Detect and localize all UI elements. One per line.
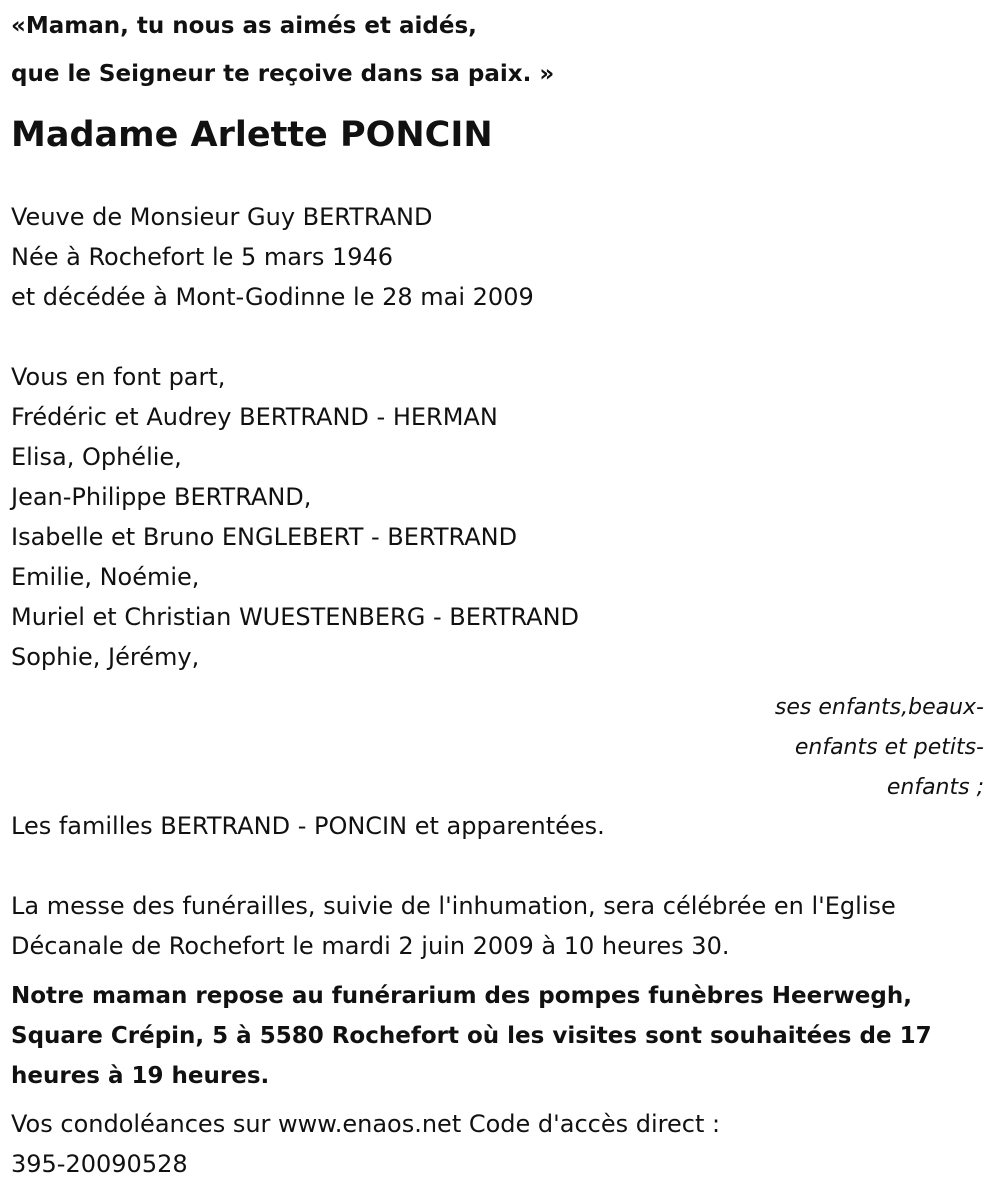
deceased-details bbox=[11, 197, 992, 317]
visit-line-3: heures à 19 heures. bbox=[11, 1063, 270, 1089]
deceased-name: Madame Arlette PONCIN bbox=[11, 115, 493, 155]
epitaph-quote bbox=[11, 2, 992, 98]
family-member: Frédéric et Audrey BERTRAND - HERMAN bbox=[11, 403, 498, 431]
visit-line-2: Square Crépin, 5 à 5580 Rochefort où les visites sont souhaitées de 17 bbox=[11, 1023, 932, 1049]
family-relation bbox=[724, 688, 984, 808]
death-line: et décédée à Mont-Godinne le 28 mai 2009 bbox=[11, 283, 534, 311]
family-member: Jean-Philippe BERTRAND, bbox=[11, 483, 312, 511]
funeral-mass-info bbox=[11, 886, 896, 966]
family-member: Isabelle et Bruno ENGLEBERT - BERTRAND bbox=[11, 523, 518, 551]
relation-line-3: enfants ; bbox=[886, 775, 984, 800]
family-member: Elisa, Ophélie, bbox=[11, 443, 182, 471]
family-member: Emilie, Noémie, bbox=[11, 563, 200, 591]
family-member: Muriel et Christian WUESTENBERG - BERTRAND bbox=[11, 603, 580, 631]
relation-line-1: ses enfants,beaux- bbox=[774, 695, 984, 720]
family-announcement bbox=[11, 357, 992, 677]
family-intro: Vous en font part, bbox=[11, 363, 226, 391]
funeral-home-visit-info bbox=[11, 976, 932, 1096]
funeral-line-1: La messe des funérailles, suivie de l'inhumation, sera célébrée en l'Eglise bbox=[11, 892, 896, 920]
quote-line-1: «Maman, tu nous as aimés et aidés, bbox=[11, 13, 477, 39]
extended-families-line: Les familles BERTRAND - PONCIN et apparentées. bbox=[11, 812, 605, 840]
family-member: Sophie, Jérémy, bbox=[11, 643, 200, 671]
relation-line-2: enfants et petits- bbox=[794, 735, 984, 760]
quote-line-2: que le Seigneur te reçoive dans sa paix. » bbox=[11, 61, 555, 87]
extended-families bbox=[11, 806, 605, 846]
visit-line-1: Notre maman repose au funérarium des pompes funèbres Heerwegh, bbox=[11, 983, 912, 1009]
birth-line: Née à Rochefort le 5 mars 1946 bbox=[11, 243, 394, 271]
condolence-info bbox=[11, 1104, 720, 1184]
funeral-line-2: Décanale de Rochefort le mardi 2 juin 2009 à 10 heures 30. bbox=[11, 932, 730, 960]
obituary-notice bbox=[11, 0, 992, 1178]
widow-of-line: Veuve de Monsieur Guy BERTRAND bbox=[11, 203, 433, 231]
condolence-line-1: Vos condoléances sur www.enaos.net Code d'accès direct : bbox=[11, 1110, 721, 1138]
condolence-access-code: 395-20090528 bbox=[11, 1150, 188, 1178]
